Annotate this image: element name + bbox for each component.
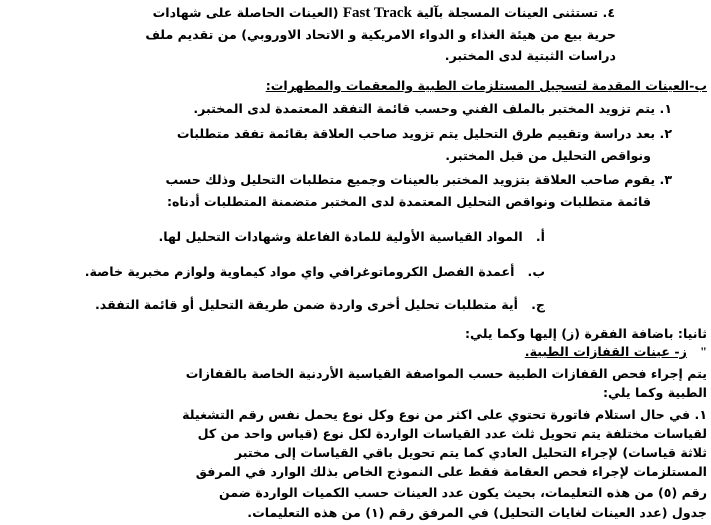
item-number: ٢.: [659, 126, 672, 141]
clause-z-item-1-line-6: جدول (عدد العينات لغايات التحليل) في المرفق رقم (١) من هذه التعليمات.: [247, 505, 707, 520]
item-number: ٣.: [659, 172, 672, 187]
clause-z-title: " ز- عينات القفازات الطبية.: [524, 344, 707, 359]
second-intro: ثانيا: باضافة الفقرة (ز) إليها وكما يلي:: [464, 326, 707, 341]
item-number: ١.: [694, 407, 707, 422]
section-b-heading: ب-العينات المقدمة لتسجيل المستلزمات الطبية والمعقمات والمطهرات:: [265, 78, 707, 93]
item-4-line-1: [153, 4, 615, 22]
clause-z-item-1-line-1: ١. في حال استلام فاتورة تحتوي على اكثر من نوع وكل نوع يحمل نفس رقم التشغيلة: [182, 407, 707, 422]
item-text: (العينات الحاصلة على شهادات: [152, 5, 339, 20]
sub-item-ba: ب. أعمدة الفصل الكروماتوغرافي واي مواد كيماوية ولوازم مخبرية خاصة.: [84, 264, 545, 279]
clause-z-para-line-1: يتم إجراء فحص القفازات الطبية حسب المواصفة القياسية الأردنية الخاصة بالقفازات: [185, 366, 707, 381]
section-b-item-3-line-2: قائمة متطلبات ونواقص التحليل المعتمدة لدى المختبر متضمنة المتطلبات أدناه:: [166, 194, 651, 209]
clause-z-item-1-line-4: المستلزمات لإجراء فحص العقامة فقط على النموذج الخاص بذلك الوارد في المرفق: [195, 464, 707, 479]
sub-item-letter: ج.: [531, 297, 545, 312]
section-b-item-2-line-2: ونواقص التحليل من قبل المختبر.: [445, 148, 651, 163]
sub-item-alef: أ. المواد القياسية الأولية للمادة الفاعلة وشهادات التحليل لها.: [158, 229, 545, 244]
item-text: تستثنى العينات المسجلة بآلية: [416, 5, 599, 20]
section-b-item-1: ١. يتم تزويد المختبر بالملف الفني وحسب قائمة التفقد المعتمدة لدى المختبر.: [193, 101, 672, 116]
clause-z-para-line-2: الطبية وكما يلي:: [603, 385, 707, 400]
clause-z-item-1-line-2: لقياسات مختلفة يتم تحويل ثلث عدد القياسات الواردة لكل نوع (قياس واحد من كل: [197, 426, 707, 441]
sub-item-letter: أ.: [535, 229, 545, 244]
section-b-item-3-line-1: ٣. يقوم صاحب العلاقة بتزويد المختبر بالعينات وجميع متطلبات التحليل وذلك حسب: [165, 172, 672, 187]
item-4-line-3: دراسات الثبتية لدى المختبر.: [444, 48, 616, 63]
fast-track-term: Fast Track: [342, 5, 412, 21]
sub-item-jeem: ج. أية متطلبات تحليل أخرى واردة ضمن طريقة التحليل أو قائمة التفقد.: [95, 297, 545, 312]
item-number: ١.: [659, 101, 672, 116]
clause-z-item-1-line-5: رقم (٥) من هذه التعليمات، بحيث يكون عدد العينات حسب الكميات الواردة ضمن: [219, 485, 707, 500]
section-b-item-2-line-1: ٢. بعد دراسة وتقييم طرق التحليل يتم تزويد صاحب العلاقة بقائمة تفقد متطلبات: [176, 126, 672, 141]
clause-z-item-1-line-3: ثلاثة قياسات) لإجراء التحليل العادي كما يتم تحويل باقي القياسات إلى مختبر: [234, 445, 707, 460]
item-4-line-2: حرية بيع من هيئة الغذاء و الدواء الامريكية و الاتحاد الاوروبي) من تقديم ملف: [145, 27, 616, 42]
sub-item-letter: ب.: [527, 264, 545, 279]
item-number: ٤.: [602, 5, 615, 20]
opening-quote: ": [700, 345, 707, 359]
